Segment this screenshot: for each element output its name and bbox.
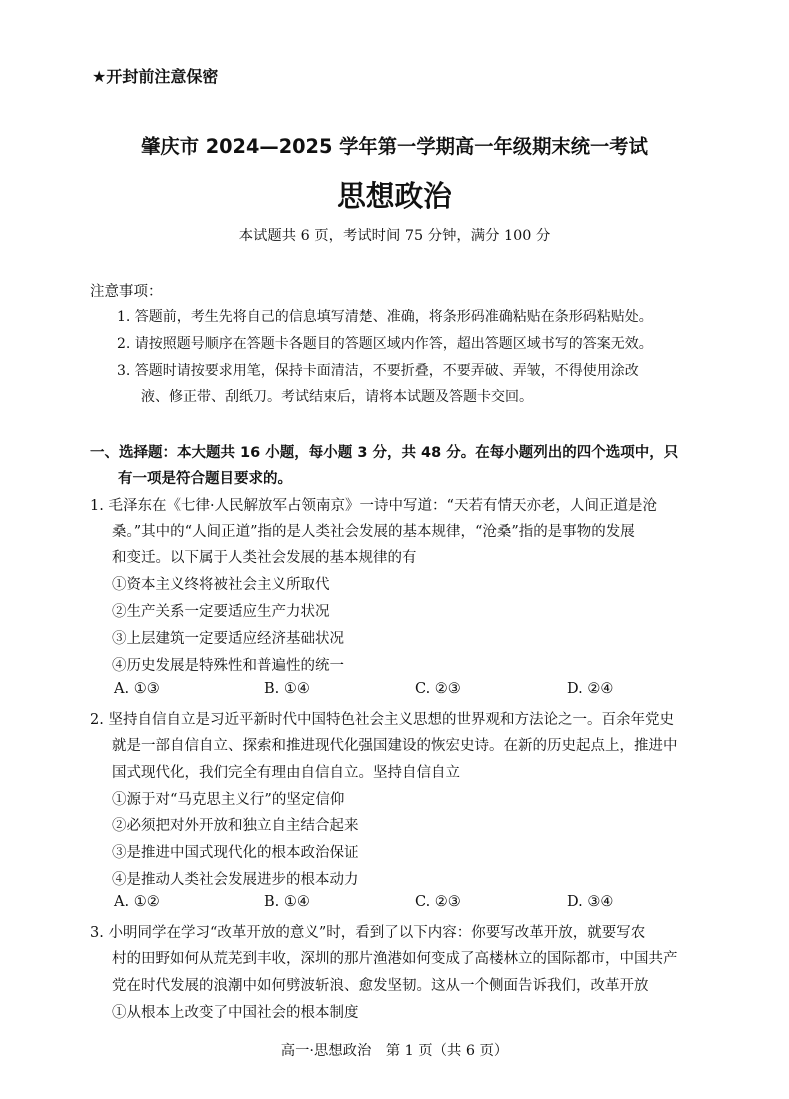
q1-statement-1: ①资本主义终将被社会主义所取代 <box>112 577 330 593</box>
q1-option-a: A. ①③ <box>114 681 160 697</box>
exam-title: 肇庆市 2024—2025 学年第一学期高一年级期末统一考试 <box>141 135 648 158</box>
q2-statement-2: ②必须把对外开放和独立自主结合起来 <box>112 818 359 834</box>
q1-statement-4: ④历史发展是特殊性和普遍性的统一 <box>112 658 344 674</box>
section-heading: 一、选择题：本大题共 16 小题，每小题 3 分，共 48 分。在每小题列出的四个选项中，只 <box>90 445 679 461</box>
q1-option-d: D. ②④ <box>567 681 614 697</box>
q2-option-b: B. ①④ <box>264 894 310 910</box>
q2-statement-4: ④是推动人类社会发展进步的根本动力 <box>112 872 359 888</box>
q2-option-d: D. ③④ <box>567 894 614 910</box>
q1-option-c: C. ②③ <box>415 681 461 697</box>
exam-info: 本试题共 6 页，考试时间 75 分钟，满分 100 分 <box>238 228 551 244</box>
q3-stem-cont: 党在时代发展的浪潮中如何劈波斩浪、愈发坚韧。这从一个侧面告诉我们，改革开放 <box>112 978 649 994</box>
notice-item-1: 1. 答题前，考生先将自己的信息填写清楚、准确，将条形码准确粘贴在条形码粘贴处。 <box>117 309 653 325</box>
subject-title: 思想政治 <box>337 179 452 213</box>
q2-statement-3: ③是推进中国式现代化的根本政治保证 <box>112 845 359 861</box>
q2-stem: 2. 坚持自信自立是习近平新时代中国特色社会主义思想的世界观和方法论之一。百余年党史 <box>90 712 674 728</box>
q2-option-a: A. ①② <box>114 894 160 910</box>
q2-stem-cont: 就是一部自信自立、探索和推进现代化强国建设的恢宏史诗。在新的历史起点上，推进中 <box>112 738 678 754</box>
q2-option-c: C. ②③ <box>415 894 461 910</box>
q1-stem-cont: 桑。”其中的“人间正道”指的是人类社会发展的基本规律，“沧桑”指的是事物的发展 <box>112 524 635 540</box>
q1-statement-3: ③上层建筑一定要适应经济基础状况 <box>112 631 344 647</box>
secret-mark: ★开封前注意保密 <box>92 67 219 86</box>
q1-statement-2: ②生产关系一定要适应生产力状况 <box>112 604 330 620</box>
q3-stem: 3. 小明同学在学习“改革开放的意义”时，看到了以下内容：你要写改革开放，就要写农 <box>90 925 646 941</box>
q2-statement-1: ①源于对“马克思主义行”的坚定信仰 <box>112 792 345 808</box>
notice-title: 注意事项： <box>90 284 163 300</box>
notice-item-2: 2. 请按照题号顺序在答题卡各题目的答题区域内作答，超出答题区域书写的答案无效。 <box>117 336 653 352</box>
q3-stem-cont: 村的田野如何从荒芜到丰收，深圳的那片渔港如何变成了高楼林立的国际都市，中国共产 <box>112 951 678 967</box>
section-heading-cont: 有一项是符合题目要求的。 <box>118 471 292 487</box>
q1-stem: 1. 毛泽东在《七律·人民解放军占领南京》一诗中写道：“天若有情天亦老，人间正道是沧 <box>90 498 657 514</box>
page-footer: 高一·思想政治 第 1 页（共 6 页） <box>280 1043 509 1059</box>
notice-item-3-cont: 液、修正带、刮纸刀。考试结束后，请将本试题及答题卡交回。 <box>141 389 533 405</box>
q3-statement-1: ①从根本上改变了中国社会的根本制度 <box>112 1005 359 1021</box>
q2-stem-cont: 国式现代化，我们完全有理由自信自立。坚持自信自立 <box>112 765 460 781</box>
q1-option-b: B. ①④ <box>264 681 310 697</box>
notice-item-3: 3. 答题时请按要求用笔，保持卡面清洁，不要折叠，不要弄破、弄皱，不得使用涂改 <box>117 363 639 379</box>
q1-stem-cont: 和变迁。以下属于人类社会发展的基本规律的有 <box>112 550 417 566</box>
